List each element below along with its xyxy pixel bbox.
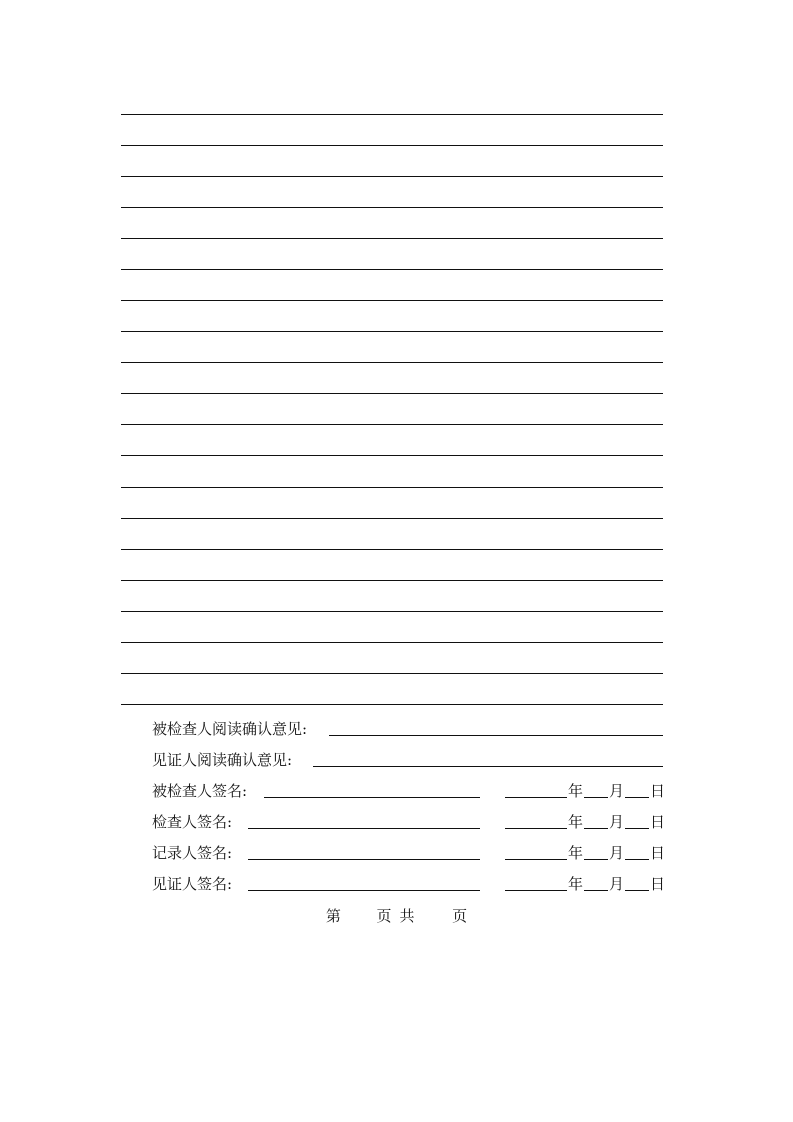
writing-line[interactable] <box>121 673 663 674</box>
day-input[interactable] <box>625 890 649 891</box>
year-label: 年 <box>568 813 584 831</box>
year-input[interactable] <box>505 828 567 829</box>
reader-confirm-label: 被检查人阅读确认意见: <box>152 720 308 738</box>
writing-line[interactable] <box>121 642 663 643</box>
month-input[interactable] <box>584 797 608 798</box>
writing-line[interactable] <box>121 704 663 705</box>
month-input[interactable] <box>584 828 608 829</box>
day-label: 日 <box>650 875 666 893</box>
writing-line[interactable] <box>121 114 663 115</box>
writing-line[interactable] <box>121 145 663 146</box>
writing-line[interactable] <box>121 393 663 394</box>
writing-line[interactable] <box>121 611 663 612</box>
writing-line[interactable] <box>121 238 663 239</box>
reader-confirm-input[interactable] <box>329 735 663 736</box>
month-label: 月 <box>609 844 625 862</box>
writing-line[interactable] <box>121 176 663 177</box>
day-label: 日 <box>650 782 666 800</box>
year-label: 年 <box>568 782 584 800</box>
year-input[interactable] <box>505 797 567 798</box>
writing-line[interactable] <box>121 487 663 488</box>
year-label: 年 <box>568 875 584 893</box>
day-label: 日 <box>650 813 666 831</box>
year-input[interactable] <box>505 859 567 860</box>
page-middle: 页共 <box>376 907 423 925</box>
witness-confirm-input[interactable] <box>313 766 663 767</box>
month-label: 月 <box>609 813 625 831</box>
writing-line[interactable] <box>121 580 663 581</box>
writing-line[interactable] <box>121 269 663 270</box>
signature-label: 记录人签名: <box>152 844 233 862</box>
page-suffix: 页 <box>452 907 468 925</box>
writing-line[interactable] <box>121 424 663 425</box>
signature-input[interactable] <box>248 859 480 860</box>
day-input[interactable] <box>625 797 649 798</box>
year-label: 年 <box>568 844 584 862</box>
month-input[interactable] <box>584 859 608 860</box>
month-input[interactable] <box>584 890 608 891</box>
signature-input[interactable] <box>248 828 480 829</box>
year-input[interactable] <box>505 890 567 891</box>
witness-confirm-label: 见证人阅读确认意见: <box>152 751 293 769</box>
signature-input[interactable] <box>248 890 480 891</box>
signature-label: 被检查人签名: <box>152 782 248 800</box>
writing-line[interactable] <box>121 207 663 208</box>
signature-label: 检查人签名: <box>152 813 233 831</box>
month-label: 月 <box>609 875 625 893</box>
signature-label: 见证人签名: <box>152 875 233 893</box>
page-prefix: 第 <box>325 907 341 925</box>
writing-line[interactable] <box>121 549 663 550</box>
day-input[interactable] <box>625 828 649 829</box>
month-label: 月 <box>609 782 625 800</box>
writing-line[interactable] <box>121 331 663 332</box>
writing-line[interactable] <box>121 518 663 519</box>
signature-input[interactable] <box>264 797 480 798</box>
page-footer <box>0 907 793 925</box>
day-label: 日 <box>650 844 666 862</box>
writing-line[interactable] <box>121 455 663 456</box>
writing-line[interactable] <box>121 300 663 301</box>
day-input[interactable] <box>625 859 649 860</box>
writing-line[interactable] <box>121 362 663 363</box>
